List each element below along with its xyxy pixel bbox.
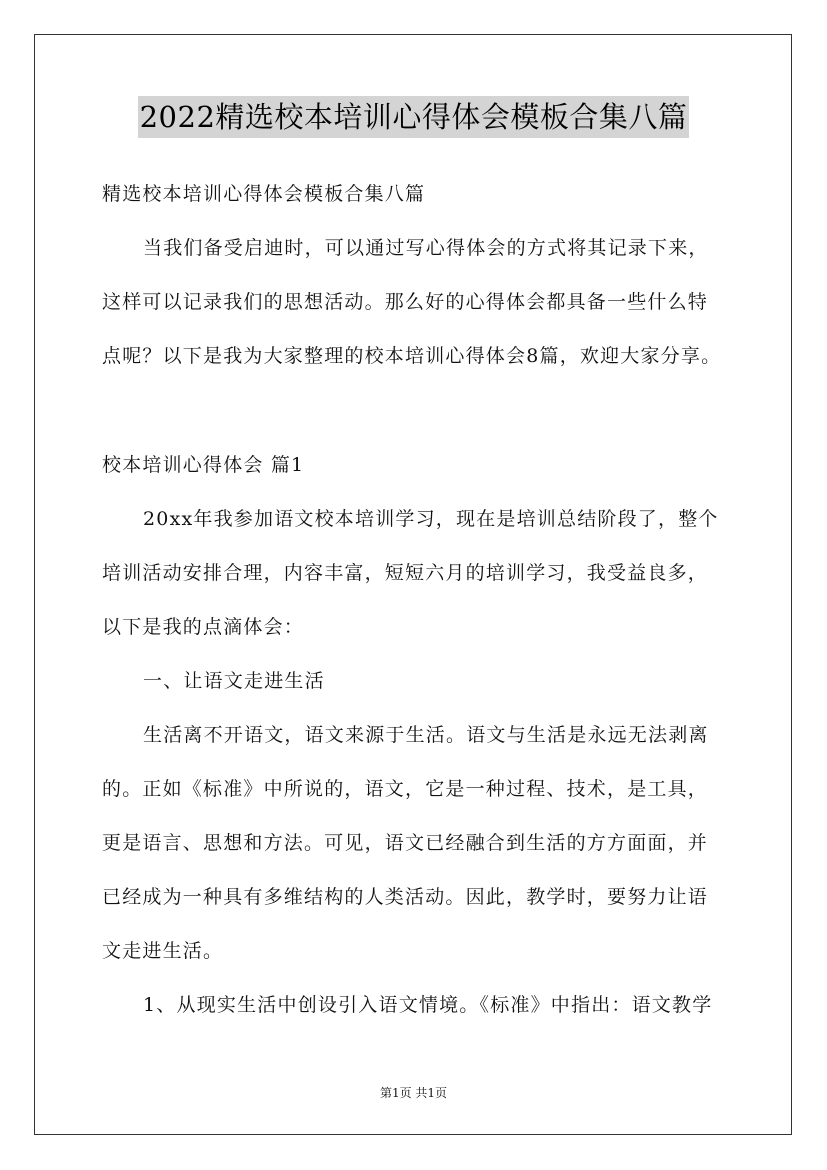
section-heading: 校本培训心得体会 篇1 <box>102 454 305 476</box>
paragraph-line: 当我们备受启迪时，可以通过写心得体会的方式将其记录下来， <box>143 237 709 259</box>
paragraph-line: 的。正如《标准》中所说的，语文，它是一种过程、技术，是工具， <box>102 778 709 800</box>
paragraph-line: 已经成为一种具有多维结构的人类活动。因此，教学时，要努力让语 <box>102 886 709 908</box>
subtitle: 精选校本培训心得体会模板合集八篇 <box>102 183 426 205</box>
paragraph-line: 点呢？以下是我为大家整理的校本培训心得体会8篇，欢迎大家分享。 <box>102 345 722 367</box>
paragraph-line: 这样可以记录我们的思想活动。那么好的心得体会都具备一些什么特 <box>102 291 709 313</box>
paragraph-line: 培训活动安排合理，内容丰富，短短六月的培训学习，我受益良多， <box>102 562 709 584</box>
title-container <box>0 96 827 138</box>
paragraph-line: 更是语言、思想和方法。可见，语文已经融合到生活的方方面面，并 <box>102 832 709 854</box>
paragraph-line: 以下是我的点滴体会： <box>102 616 305 638</box>
document-title: 2022精选校本培训心得体会模板合集八篇 <box>138 96 690 138</box>
subsection-heading: 一、让语文走进生活 <box>143 670 325 692</box>
paragraph-line: 1、从现实生活中创设引入语文情境。《标准》中指出：语文教学 <box>143 994 713 1016</box>
paragraph-line: 文走进生活。 <box>102 940 224 962</box>
paragraph-line: 20xx年我参加语文校本培训学习，现在是培训总结阶段了，整个 <box>143 508 719 530</box>
page-footer: 第1页 共1页 <box>379 1086 448 1100</box>
paragraph-line: 生活离不开语文，语文来源于生活。语文与生活是永远无法剥离 <box>143 724 709 746</box>
